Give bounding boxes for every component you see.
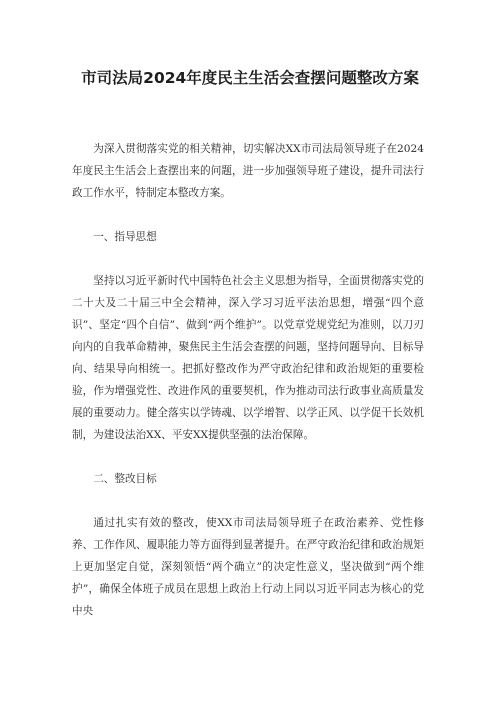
intro-paragraph: 为深入贯彻落实党的相关精神，切实解决XX市司法局领导班子在2024年度民主生活会上查摆出来的问题，进一步加强领导班子建设，提升司法行政工作水平，特制定本整改方案。	[72, 143, 424, 199]
document-title: 市司法局2024年度民主生活会查摆问题整改方案	[81, 69, 419, 87]
document-body	[72, 138, 424, 622]
section-heading-guiding-ideology: 一、指导思想	[93, 231, 157, 243]
section-body-rectification-goals: 通过扎实有效的整改，使XX市司法局领导班子在政治素养、党性修养、工作作风、履职能力等方面得到显著提升。在严守政治纪律和政治规矩上更加坚定自觉，深刻领悟“两个确立”的决定性意义，坚决做到“两个维护”，确保全体班子成员在思想上政治上行动上同以习近平同志为核心的党中央	[72, 517, 424, 617]
section-body-guiding-ideology: 坚持以习近平新时代中国特色社会主义思想为指导，全面贯彻落实党的二十大及二十届三中全会精神，深入学习习近平法治思想，增强“四个意识”、坚定“四个自信”、做到“两个维护”。以党章党规党纪为准则，以刀刃向内的自我革命精神，聚焦民主生活会查摆的问题，坚持问题导向、目标导向、结果导向相统一。把抓好整改作为严守政治纪律和政治规矩的重要检验，作为增强党性、改进作风的重要契机，作为推动司法行政事业高质量发展的重要动力。健全落实以学铸魂、以学增智、以学正风、以学促干长效机制，为建设法治XX、平安XX提供坚强的法治保障。	[72, 275, 424, 441]
section-heading-rectification-goals: 二、整改目标	[93, 473, 157, 485]
